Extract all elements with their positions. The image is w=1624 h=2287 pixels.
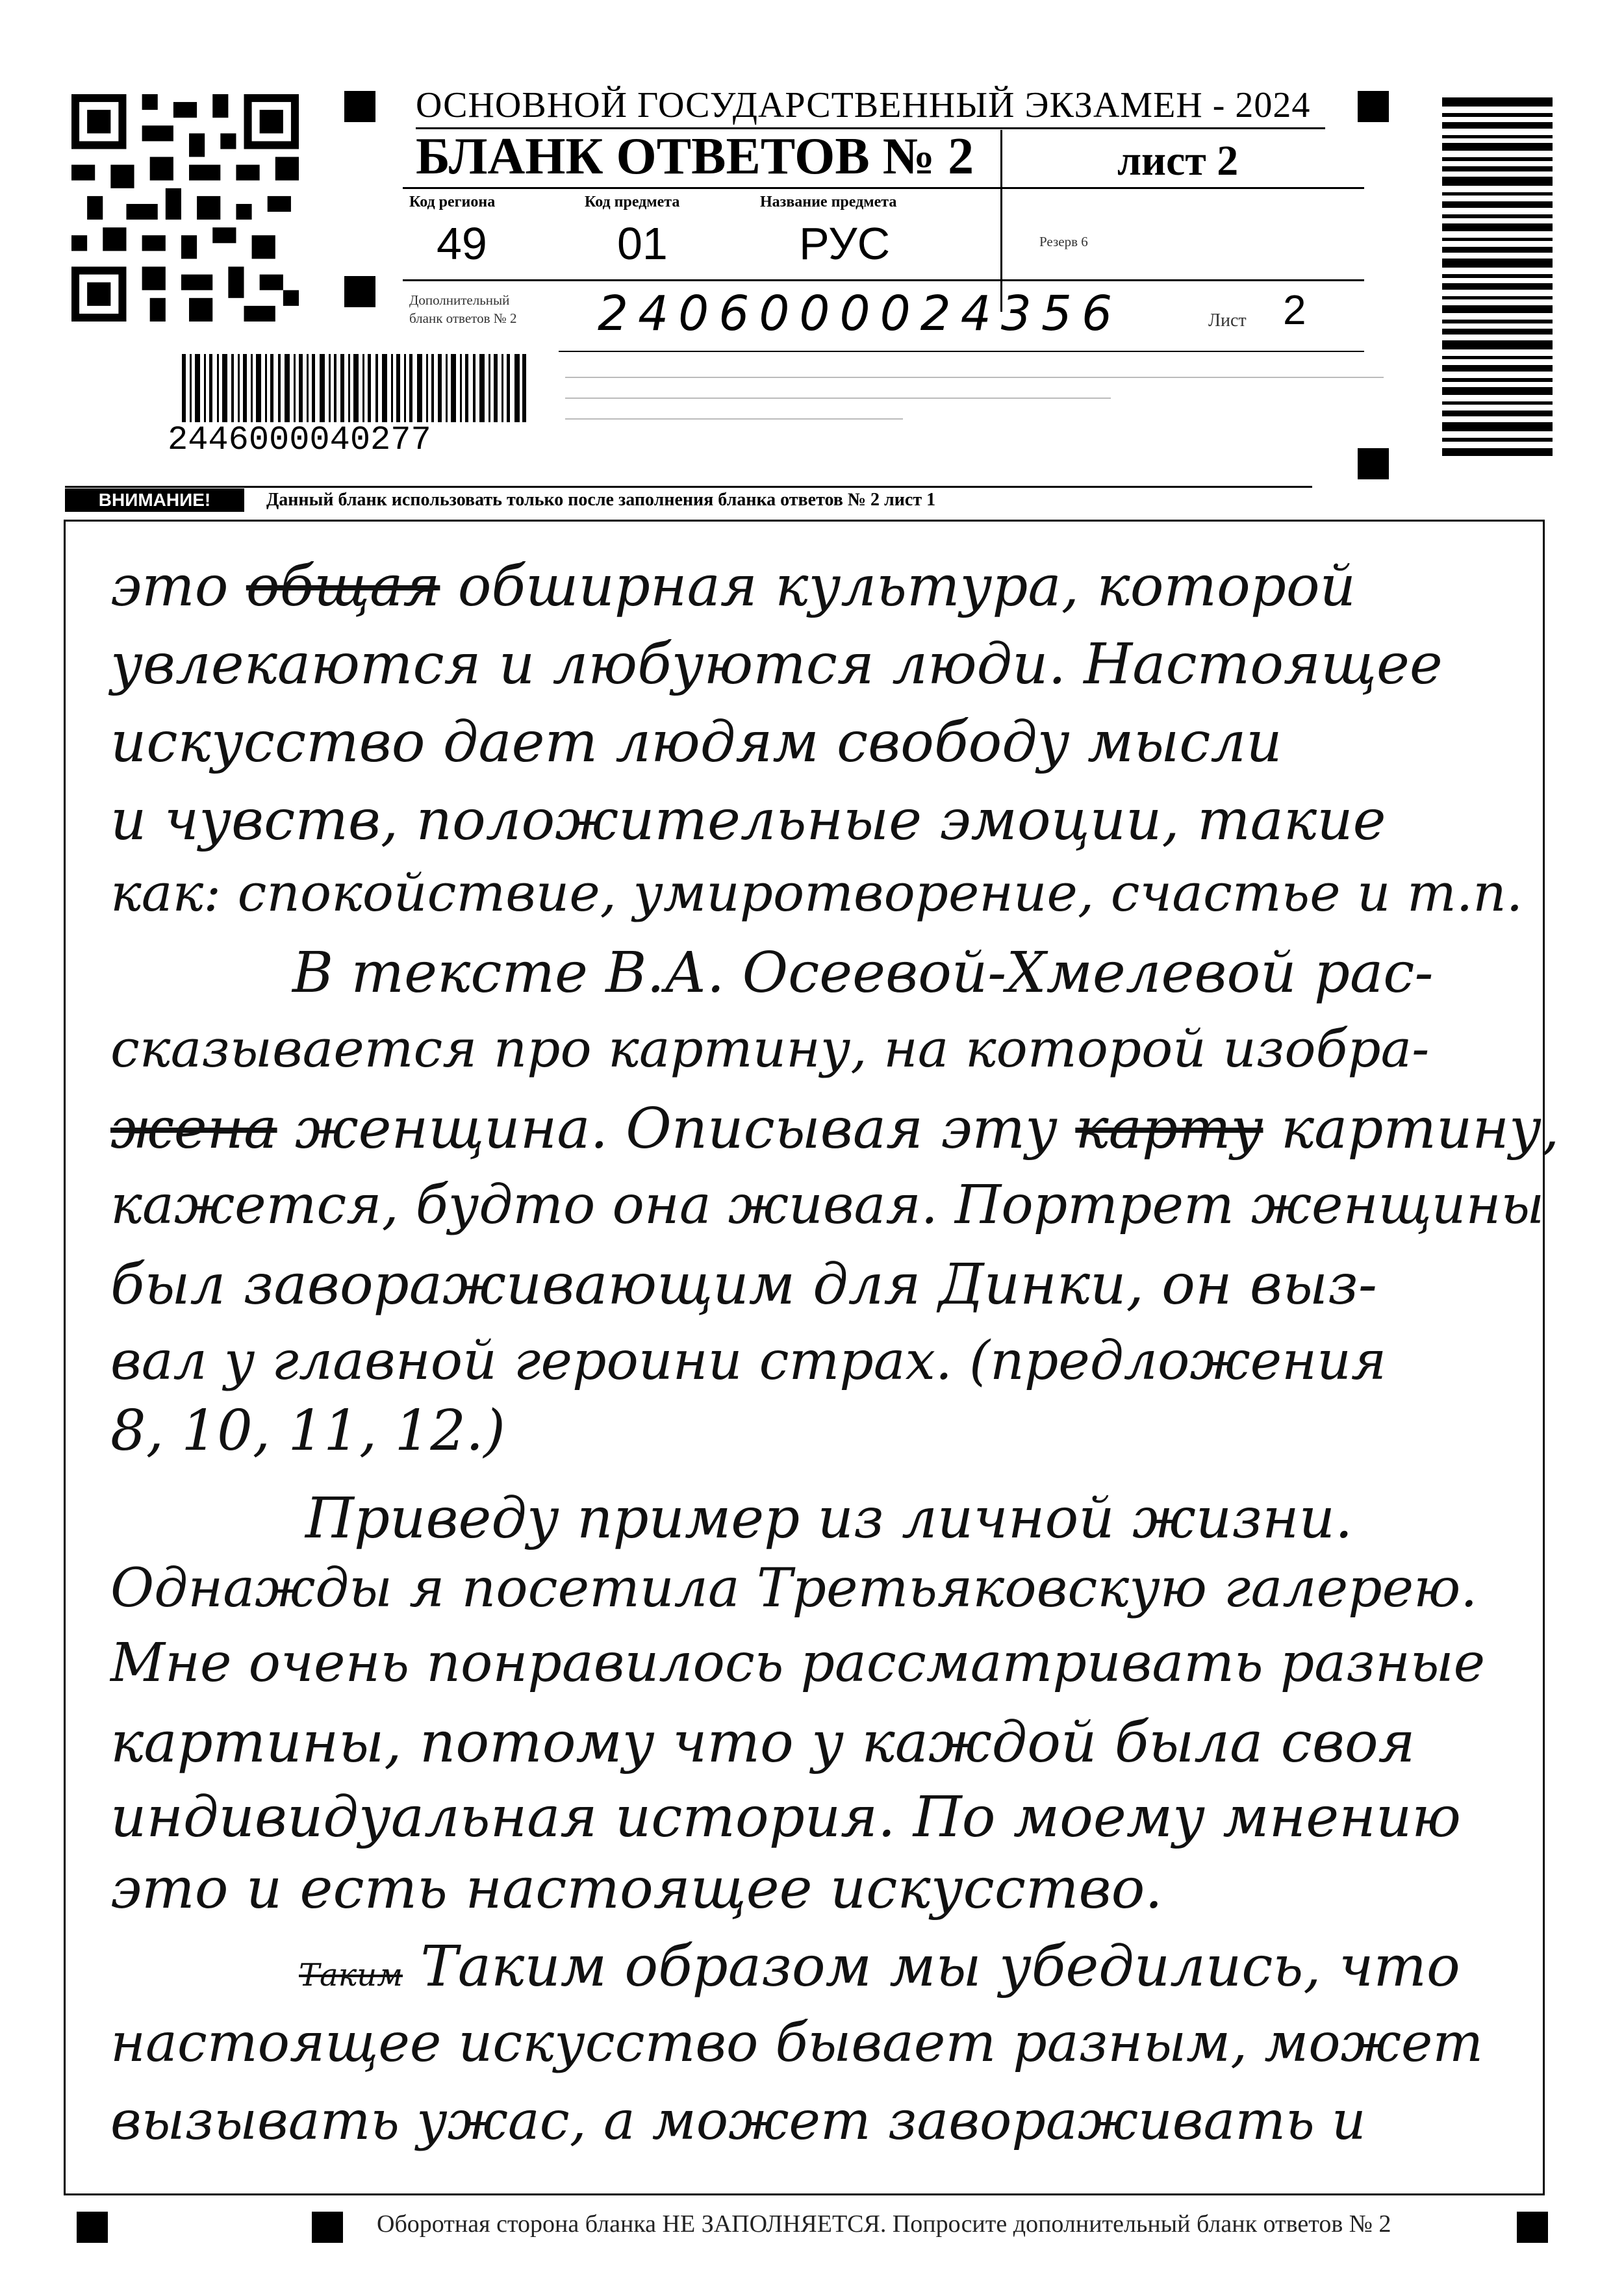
timing-marker-bottom-2 xyxy=(312,2212,343,2243)
answer-line-15: Мне очень понравилось рассматривать разные xyxy=(110,1632,1486,1694)
sheet-number-label: Лист xyxy=(1208,310,1247,331)
answer-line-11: вал у главной героини страх. (предложения xyxy=(110,1330,1387,1392)
form-barcode-icon xyxy=(182,354,526,422)
additional-form-label-line2: бланк ответов № 2 xyxy=(409,310,517,326)
additional-form-label-line1: Дополнительный xyxy=(409,292,510,308)
answer-line-18: это и есть настоящее искусство. xyxy=(110,1856,1163,1921)
subject-code-label: Код предмета xyxy=(585,194,680,210)
blank-title: БЛАНК ОТВЕТОВ № 2 xyxy=(416,128,974,185)
additional-form-number: 2406000024356 xyxy=(598,286,1123,342)
timing-marker-mid-left xyxy=(344,276,375,307)
answer-line-8: жена женщина. Описывая эту карту картину, xyxy=(110,1096,1560,1161)
qr-code-icon xyxy=(71,94,299,322)
answer-line-12: 8, 10, 11, 12.) xyxy=(110,1398,505,1463)
footer-note: Оборотная сторона бланка НЕ ЗАПОЛНЯЕТСЯ. Попросите дополнительный бланк ответов № 2 xyxy=(377,2210,1391,2238)
answer-line-5: как: спокойствие, умиротворение, счастье и т.п. xyxy=(110,863,1523,923)
header-divider-vertical xyxy=(1000,130,1002,312)
struck-word: жена xyxy=(110,1096,277,1161)
warning-text: Данный бланк использовать только после заполнения бланка ответов № 2 лист 1 xyxy=(266,490,936,510)
barcode-number: 2446000040277 xyxy=(168,421,431,459)
struck-word: общая xyxy=(246,554,440,619)
timing-marker-bottom-3 xyxy=(1517,2212,1548,2243)
header-rule-middle xyxy=(403,187,1364,189)
timing-marker-top-right xyxy=(1358,91,1389,122)
answer-line-2: увлекаются и любуются люди. Настоящее xyxy=(110,632,1443,697)
warning-badge: ВНИМАНИЕ! xyxy=(65,488,244,512)
answer-line-21: вызывать ужас, а может завораживать и xyxy=(110,2090,1366,2152)
answer-line-6: В тексте В.А. Осеевой-Хмелевой рас- xyxy=(292,941,1434,1005)
answer-line-14: Однажды я посетила Третьяковскую галерею. xyxy=(110,1558,1478,1619)
region-code-label: Код региона xyxy=(409,194,496,210)
timing-marker-top-left xyxy=(344,91,375,122)
answer-line-13: Приведу пример из личной жизни. xyxy=(305,1486,1353,1551)
answer-line-20: настоящее искусство бывает разным, может xyxy=(110,2012,1484,2074)
struck-word: карту xyxy=(1075,1096,1263,1161)
subject-name-value: РУС xyxy=(799,218,891,269)
answer-line-7: сказывается про картину, на которой изобра- xyxy=(110,1018,1430,1079)
region-code-value: 49 xyxy=(437,218,487,269)
answer-line-4: и чувств, положительные эмоции, такие xyxy=(110,788,1386,853)
timing-marker-mid-right xyxy=(1358,448,1389,479)
fine-print-line-3 xyxy=(565,418,903,420)
struck-word: Таким xyxy=(299,1957,403,1993)
reserve-label: Резерв 6 xyxy=(1039,234,1088,249)
answer-line-9: кажется, будто она живая. Портрет женщины xyxy=(110,1174,1545,1236)
subject-code-value: 01 xyxy=(617,218,668,269)
exam-title: ОСНОВНОЙ ГОСУДАРСТВЕННЫЙ ЭКЗАМЕН - 2024 xyxy=(416,85,1311,125)
answer-line-3: искусство дает людям свободу мысли xyxy=(110,710,1282,775)
side-barcode-icon xyxy=(1442,97,1553,461)
fine-print-line-1 xyxy=(565,377,1384,378)
header-rule-lower xyxy=(403,279,1364,281)
answer-line-17: индивидуальная история. По моему мнению xyxy=(110,1785,1461,1850)
answer-line-10: был завораживающим для Динки, он выз- xyxy=(110,1252,1377,1317)
timing-marker-bottom-1 xyxy=(77,2212,108,2243)
answer-line-19: Таким Таким образом мы убедились, что xyxy=(299,1934,1460,1999)
header-rule-bottom xyxy=(559,351,1364,352)
sheet-number-value: 2 xyxy=(1283,286,1306,333)
sheet-title: лист 2 xyxy=(1117,137,1239,184)
subject-name-label: Название предмета xyxy=(760,194,897,210)
fine-print-line-2 xyxy=(565,398,1111,399)
answer-line-1: это общая обширная культура, которой xyxy=(110,554,1356,619)
warning-rule xyxy=(65,486,1312,488)
answer-line-16: картины, потому что у каждой была своя xyxy=(110,1710,1415,1775)
